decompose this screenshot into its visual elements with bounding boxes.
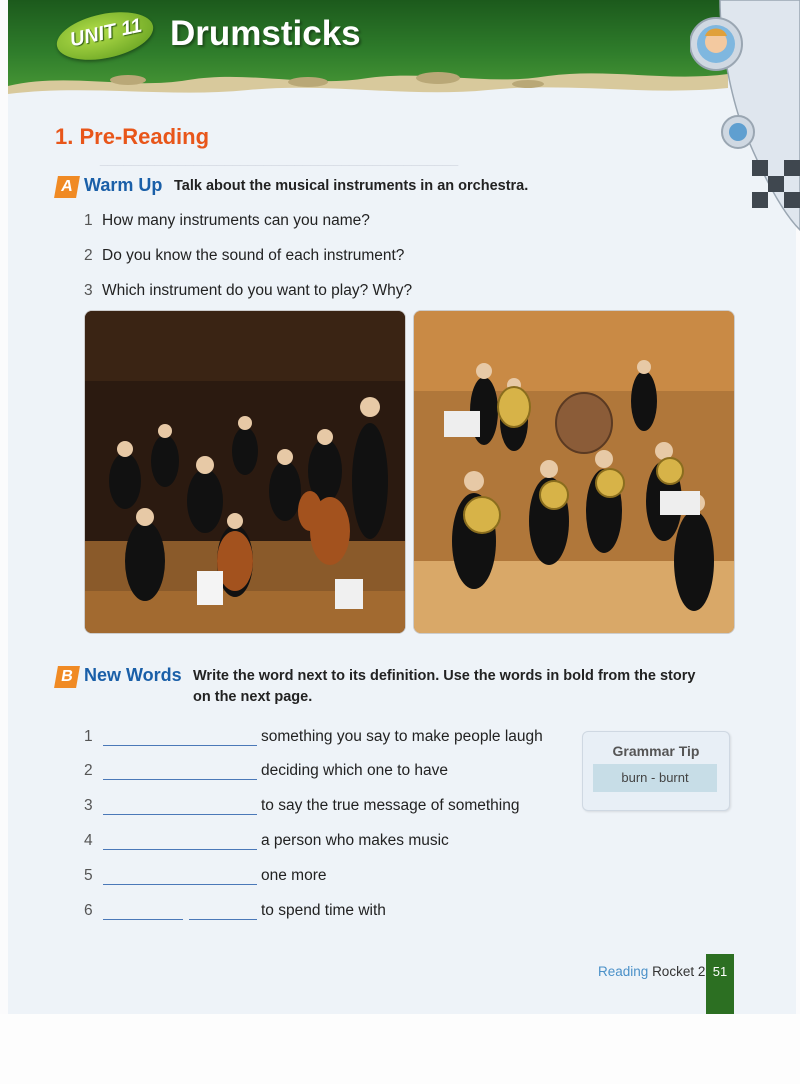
- new-words-instruction-line2: on the next page.: [193, 689, 313, 705]
- bleed-through-text: ______________________________________________: [100, 150, 459, 166]
- warm-up-letter-box: A: [54, 176, 80, 198]
- question-number: 1: [84, 212, 93, 229]
- warm-up-instruction: Talk about the musical instruments in an orchestra.: [174, 178, 529, 194]
- definition-text: something you say to make people laugh: [261, 728, 543, 745]
- moon-ground-decoration: [8, 68, 728, 108]
- answer-blank[interactable]: [103, 745, 257, 746]
- question-number: 2: [84, 247, 93, 264]
- answer-blank[interactable]: [103, 779, 257, 780]
- orchestra-strings-photo: [84, 310, 406, 634]
- page-title: Drumsticks: [170, 14, 361, 53]
- unit-label: UNIT 11: [67, 14, 144, 52]
- question-text: Which instrument do you want to play? Why?: [102, 282, 413, 299]
- warm-up-question-3: [84, 282, 412, 300]
- question-text: Do you know the sound of each instrument?: [102, 247, 405, 264]
- item-number: 2: [84, 762, 93, 779]
- warm-up-title: Warm Up: [84, 175, 163, 195]
- grammar-tip-title: Grammar Tip: [612, 743, 700, 759]
- answer-blank[interactable]: [103, 814, 257, 815]
- item-number: 4: [84, 832, 93, 849]
- rocket-mascot-illustration: [690, 0, 800, 250]
- new-words-instruction-line1: Write the word next to its definition. Use the words in bold from the story: [193, 668, 696, 684]
- new-words-letter-box: B: [54, 666, 80, 688]
- footer-series: [598, 964, 705, 979]
- answer-blank-first[interactable]: [103, 919, 183, 920]
- item-number: 6: [84, 902, 93, 919]
- item-number: 5: [84, 867, 93, 884]
- question-number: 3: [84, 282, 93, 299]
- warm-up-question-1: [84, 212, 370, 230]
- grammar-tip-box: [582, 731, 730, 811]
- page-margin: [0, 1014, 800, 1084]
- definition-text: one more: [261, 867, 327, 884]
- answer-blank-second[interactable]: [189, 919, 257, 920]
- new-words-title: New Words: [84, 665, 182, 685]
- question-text: How many instruments can you name?: [102, 212, 370, 229]
- section-heading: 1. Pre-Reading: [55, 124, 210, 149]
- page-number: 51: [706, 954, 734, 1014]
- item-number: 1: [84, 728, 93, 745]
- item-number: 3: [84, 797, 93, 814]
- definition-text: deciding which one to have: [261, 762, 448, 779]
- footer-series-reading: Reading: [598, 964, 649, 979]
- warm-up-question-2: [84, 247, 404, 265]
- answer-blank[interactable]: [103, 849, 257, 850]
- definition-text: a person who makes music: [261, 832, 449, 849]
- grammar-tip-content: burn - burnt: [593, 764, 717, 792]
- orchestra-brass-photo: [413, 310, 735, 634]
- definition-text: to spend time with: [261, 902, 386, 919]
- answer-blank[interactable]: [103, 884, 257, 885]
- footer-series-rocket: Rocket 2: [652, 964, 706, 979]
- definition-text: to say the true message of something: [261, 797, 520, 814]
